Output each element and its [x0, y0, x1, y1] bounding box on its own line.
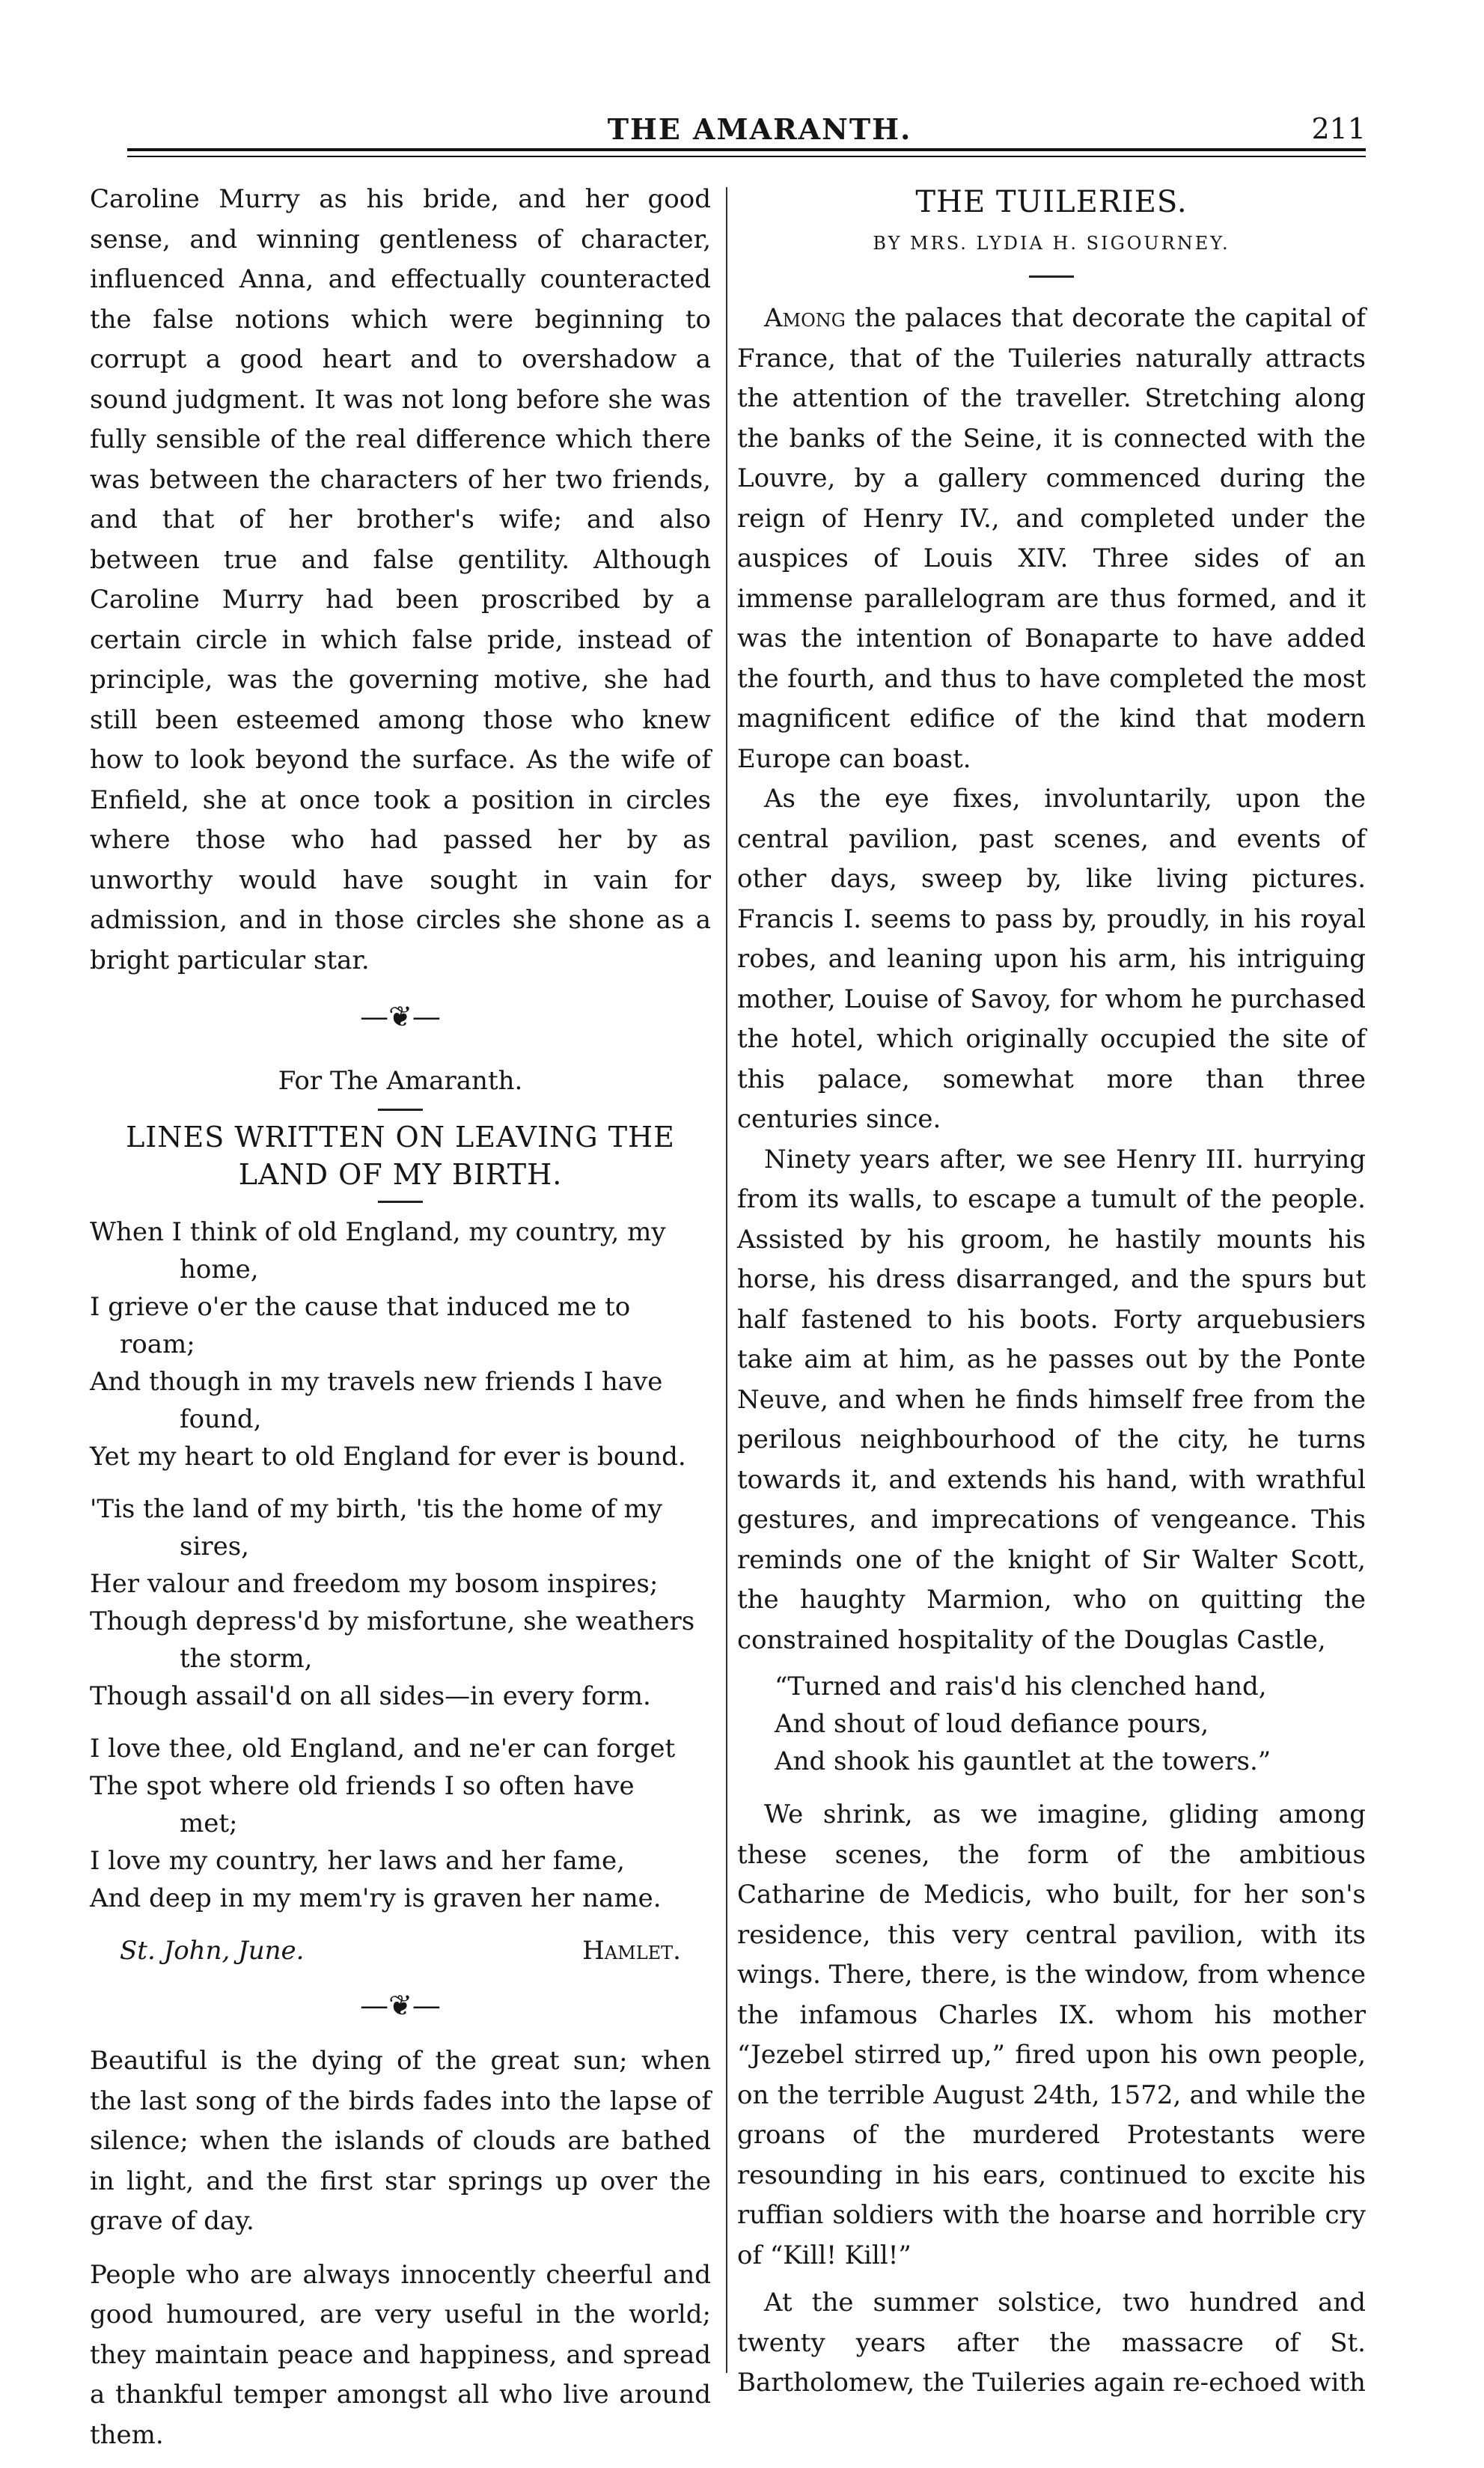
ornament-divider: —❦— [360, 1000, 441, 1033]
poem-line: I grieve o'er the cause that induced me to roam; [90, 1292, 631, 1359]
source-line: For The Amaranth. [278, 1066, 523, 1096]
ornament-divider: —❦— [360, 1989, 441, 2022]
poem-line: I love thee, old England, and ne'er can forget [90, 1734, 676, 1764]
header-rule-thin [127, 156, 1366, 157]
poem-line: When I think of old England, my country, my [90, 1217, 666, 1247]
poem-signature [90, 1932, 711, 1969]
poem-stanza [90, 1730, 711, 1917]
article-paragraph-3: Ninety years after, we see Henry III. hurrying from its walls, to escape a tumult of the people. Assisted by his groom, he hastily mounts his horse, his dress disarranged, and the spurs but half fastened to his boots. Forty arquebusiers take aim at him, as he passes out by the Ponte Neuve, and when he finds himself free from the perilous neighbourhood of the city, he turns towards it, and extends his hand, with wrathful gestures, and imprecations of vengeance. This reminds one of the knight of Sir Walter Scott, the haughty Marmion, who on quitting the constrained hospitality of the Douglas Castle, [737, 1144, 1366, 1655]
poem-line: sires, [180, 1532, 249, 1561]
quote-line: And shook his gauntlet at the towers.” [775, 1746, 1271, 1776]
paragraph-beautiful: Beautiful is the dying of the great sun; when the last song of the birds fades into the lapse of silence; when the islands of clouds are bathed in light, and the first star springs up over the grave of day. [90, 2046, 711, 2236]
poem-stanza [90, 1490, 711, 1715]
continuation-paragraph: Caroline Murry as his bride, and her good sense, and winning gentleness of character, influenced Anna, and effectually counteracted the false notions which were beginning to corrupt a good heart and to overshadow a sound judgment. It was not long before she was fully sensible of the real difference which there was between the characters of her two friends, and that of her brother's wife; and also between true and false gentility. Although Caroline Murry had been proscribed by a certain circle in which false pride, instead of principle, was the governing motive, she had still been esteemed among those who knew how to look beyond the surface. As the wife of Enfield, she at once took a position in circles where those who had passed her by as unworthy would have sought in vain for admission, and in those circles she shone as a bright particular star. [90, 184, 711, 975]
article-paragraph-1 [737, 299, 1366, 779]
poem-line: home, [180, 1255, 259, 1285]
article-paragraph-2: As the eye fixes, involuntarily, upon the central pavilion, past scenes, and events of other days, sweep by, like living pictures. Francis I. seems to pass by, proudly, in his royal robes, and leaning upon his arm, his intriguing mother, Louise of Savoy, for whom he purchased the hotel, which originally occupied the site of this palace, somewhat more than three centuries since. [737, 784, 1366, 1134]
poem-line: Her valour and freedom my bosom inspires; [90, 1569, 659, 1599]
short-rule [1029, 275, 1074, 278]
column-divider [726, 187, 727, 2373]
poem-line: And deep in my mem'ry is graven her name. [90, 1883, 662, 1913]
quote-line: “Turned and rais'd his clenched hand, [775, 1672, 1267, 1701]
short-rule [378, 1201, 423, 1203]
poem-line: Though depress'd by misfortune, she weathers [90, 1606, 695, 1636]
poem-line: The spot where old friends I so often have [90, 1771, 635, 1801]
poem-line: found, [180, 1404, 262, 1434]
quote-line: And shout of loud defiance pours, [775, 1709, 1209, 1739]
poem-line: met; [180, 1809, 238, 1838]
lead-word: Among [764, 303, 846, 333]
poem [90, 1213, 711, 1917]
poem-line: Yet my heart to old England for ever is bound. [90, 1442, 686, 1472]
poem-line: Though assail'd on all sides—in every form. [90, 1681, 651, 1711]
paragraph-text: the palaces that decorate the capital of France, that of the Tuileries naturally attracts the attention of the traveller. Stretching along the banks of the Seine, it is connected with the Louvre, by a gallery commenced during the reign of Henry IV., and completed under the auspices of Louis XIV. Three sides of an immense parallelogram are thus formed, and it was the intention of Bonaparte to have added the fourth, and thus to have completed the most magnificent edifice of the kind that modern Europe can boast. [737, 303, 1366, 774]
article-paragraph-5: At the summer solstice, two hundred and twenty years after the massacre of St. Bartholomew, the Tuileries again re-echoed with [737, 2288, 1366, 2398]
signature-name: Hamlet. [582, 1936, 681, 1966]
article-paragraph-4: We shrink, as we imagine, gliding among these scenes, the form of the ambitious Catharine de Medicis, who built, for her son's residence, this very central pavilion, with its wings. There, there, is the window, from whence the infamous Charles IX. whom his mother “Jezebel stirred up,” fired upon his own people, on the terrible August 24th, 1572, and while the groans of the murdered Protestants were resounding in his ears, continued to excite his ruffian soldiers with the hoarse and horrible cry of “Kill! Kill!” [737, 1800, 1367, 2270]
left-column [90, 180, 711, 2455]
article-byline: BY MRS. LYDIA H. SIGOURNEY. [873, 233, 1230, 254]
poem-stanza [90, 1213, 711, 1475]
block-quote [737, 1668, 1366, 1780]
page-number: 211 [1311, 112, 1366, 145]
poem-line: I love my country, her laws and her fame, [90, 1846, 625, 1876]
running-title: THE AMARANTH. [607, 112, 912, 146]
poem-line: 'Tis the land of my birth, 'tis the home of my [90, 1494, 662, 1524]
poem-title: LINES WRITTEN ON LEAVING THE LAND OF MY BIRTH. [126, 1121, 675, 1191]
article-title: THE TUILERIES. [915, 185, 1188, 219]
header-rule-thick [127, 148, 1366, 151]
paragraph-people: People who are always innocently cheerful and good humoured, are very useful in the world; they maintain peace and happiness, and spread a thankful temper amongst all who live around them. [90, 2259, 711, 2450]
poem-line: the storm, [180, 1644, 313, 1674]
poem-line: And though in my travels new friends I have [90, 1367, 663, 1397]
right-column [737, 180, 1366, 2404]
signature-place: St. John, June. [120, 1936, 305, 1966]
short-rule [378, 1109, 423, 1111]
running-head [153, 112, 1366, 150]
